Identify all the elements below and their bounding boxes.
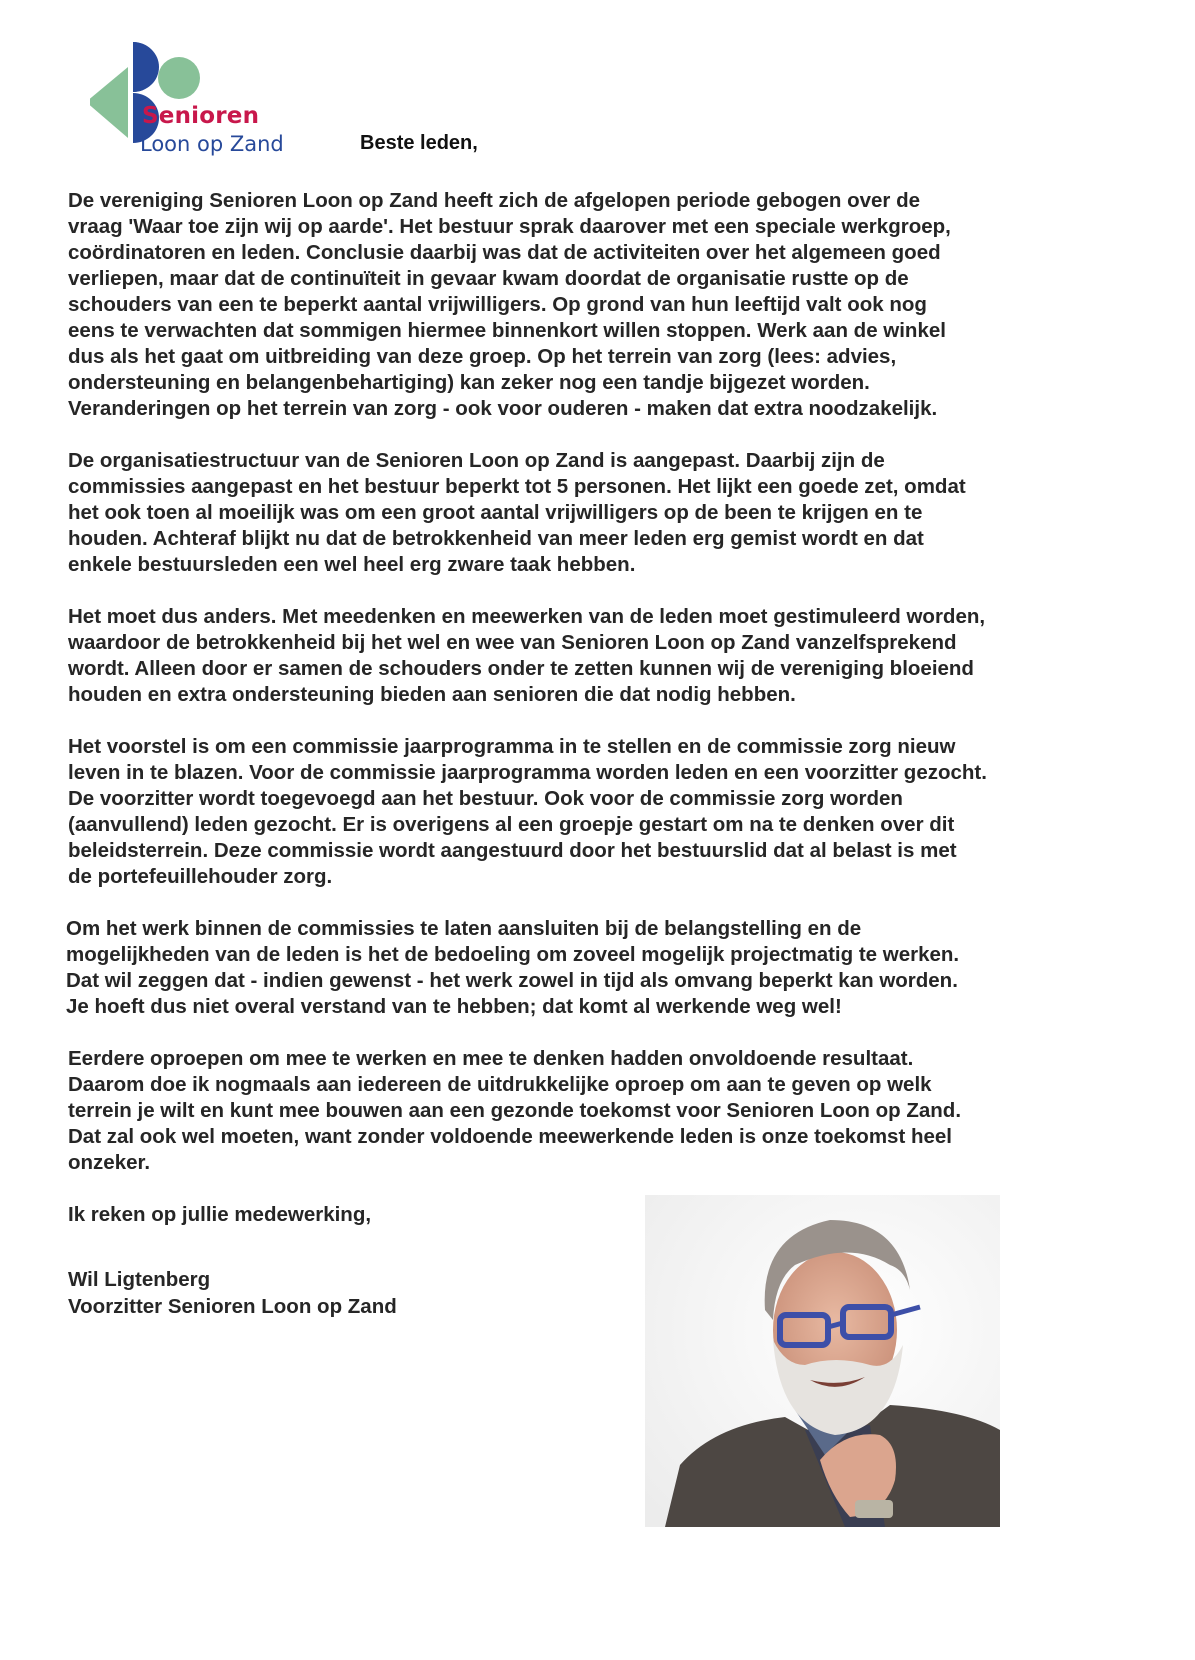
paragraph [68,448,1168,578]
text-line: dus als het gaat om uitbreiding van deze groep. Op het terrein van zorg (lees: advies, [68,345,897,368]
text-line: Het voorstel is om een commissie jaarprogramma in te stellen en de commissie zorg nieuw [68,735,956,758]
text-line: leven in te blazen. Voor de commissie jaarprogramma worden leden en een voorzitter gezocht. [68,761,987,784]
logo-b-upper-fill [133,42,159,92]
text-line: beleidsterrein. Deze commissie wordt aangestuurd door het bestuurslid dat al belast is met [68,839,957,862]
text-line: enkele bestuursleden een wel heel erg zware taak hebben. [68,553,636,576]
paragraph [68,734,1168,890]
text-line: mogelijkheden van de leden is het de bedoeling om zoveel mogelijk projectmatig te werken. [66,943,960,966]
text-line: coördinatoren en leden. Conclusie daarbij was dat de activiteiten over het algemeen goed [68,241,941,264]
text-line: Eerdere oproepen om mee te werken en mee te denken hadden onvoldoende resultaat. [68,1047,914,1070]
text-line: het ook toen al moeilijk was om een groot aantal vrijwilligers op de been te krijgen en te [68,501,923,524]
paragraph [68,1046,1168,1176]
text-line: Je hoeft dus niet overal verstand van te hebben; dat komt al werkende weg wel! [66,995,842,1018]
text-line: waardoor de betrokkenheid bij het wel en wee van Senioren Loon op Zand vanzelfsprekend [68,631,957,654]
text-line: (aanvullend) leden gezocht. Er is overigens al een groepje gestart om na te denken over dit [68,813,955,836]
text-line: Om het werk binnen de commissies te laten aansluiten bij de belangstelling en de [66,917,862,940]
text-line: ondersteuning en belangenbehartiging) kan zeker nog een tandje bijgezet worden. [68,371,870,394]
portrait-image [645,1195,1000,1527]
text-line: Het moet dus anders. Met meedenken en meewerken van de leden moet gestimuleerd worden, [68,605,986,628]
text-line: vraag 'Waar toe zijn wij op aarde'. Het bestuur sprak daarover met een speciale werkgroep, [68,215,951,238]
text-line: Dat zal ook wel moeten, want zonder voldoende meewerkende leden is onze toekomst heel [68,1125,952,1148]
portrait-photo [645,1195,1000,1527]
logo-name: Senioren [142,103,260,129]
letter-body [68,188,1168,1202]
text-line: Daarom doe ik nogmaals aan iedereen de uitdrukkelijke oproep om aan te geven op welk [68,1073,932,1096]
signatory-name: Wil Ligtenberg [68,1268,211,1291]
text-line: De organisatiestructuur van de Senioren Loon op Zand is aangepast. Daarbij zijn de [68,449,885,472]
logo-circle-shape [158,57,200,99]
text-line: terrein je wilt en kunt mee bouwen aan een gezonde toekomst voor Senioren Loon op Zand. [68,1099,962,1122]
signature-block [68,1266,397,1320]
signatory-title: Voorzitter Senioren Loon op Zand [68,1295,397,1318]
text-line: Dat wil zeggen dat - indien gewenst - het werk zowel in tijd als omvang beperkt kan worden. [66,969,958,992]
organization-logo [90,40,300,160]
text-line: eens te verwachten dat sommigen hiermee binnenkort willen stoppen. Werk aan de winkel [68,319,946,342]
text-line: schouders van een te beperkt aantal vrijwilligers. Op grond van hun leeftijd valt ook nog [68,293,927,316]
text-line: wordt. Alleen door er samen de schouders onder te zetten kunnen wij de vereniging bloeiend [68,657,974,680]
text-line: houden en extra ondersteuning bieden aan senioren die dat nodig hebben. [68,683,796,706]
paragraph [68,604,1168,708]
closing-line: Ik reken op jullie medewerking, [68,1203,372,1226]
paragraph [68,188,1168,422]
salutation: Beste leden, [360,132,478,154]
text-line: onzeker. [68,1151,151,1174]
text-line: De vereniging Senioren Loon op Zand heeft zich de afgelopen periode gebogen over de [68,189,920,212]
logo-place: Loon op Zand [140,132,284,156]
paragraph [66,916,1168,1020]
text-line: De voorzitter wordt toegevoegd aan het bestuur. Ook voor de commissie zorg worden [68,787,903,810]
text-line: commissies aangepast en het bestuur beperkt tot 5 personen. Het lijkt een goede zet, omdat [68,475,966,498]
text-line: verliepen, maar dat de continuïteit in gevaar kwam doordat de organisatie rustte op de [68,267,909,290]
logo-triangle-shape [90,67,128,138]
text-line: de portefeuillehouder zorg. [68,865,333,888]
text-line: houden. Achteraf blijkt nu dat de betrokkenheid van meer leden erg gemist wordt en dat [68,527,924,550]
text-line: Veranderingen op het terrein van zorg - ook voor ouderen - maken dat extra noodzakelijk. [68,397,938,420]
